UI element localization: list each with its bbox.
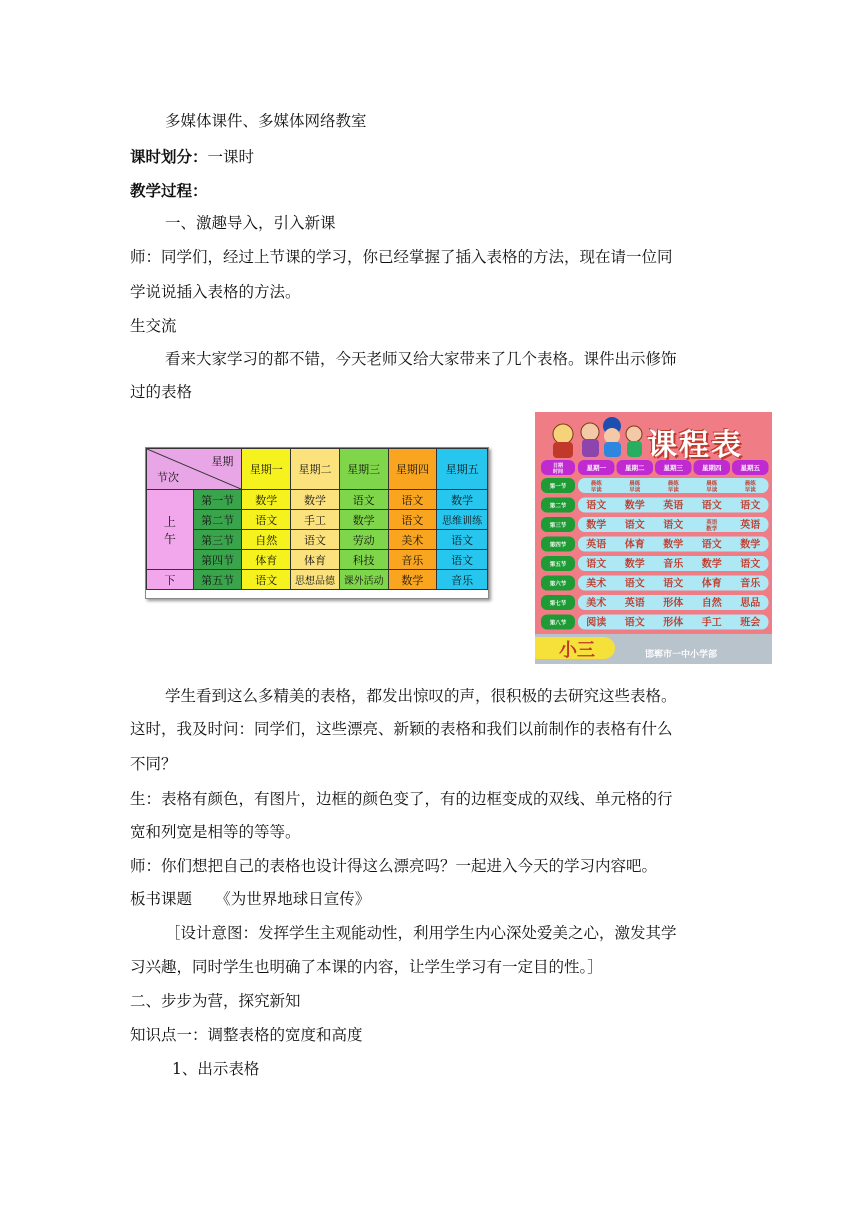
schedule-corner-label: 日期	[552, 463, 564, 469]
table-cell: 科技	[339, 550, 388, 570]
period-label: 第二节	[193, 510, 242, 530]
line-18: 习兴趣，同时学生也明确了本课的内容，让学生学习有一定目的性。］	[130, 958, 603, 976]
period-label: 第一节	[193, 490, 242, 510]
cartoon-figures-icon	[553, 417, 642, 458]
schedule-cell: 早读	[629, 487, 641, 494]
schedule-period-label: 第一节	[549, 484, 567, 490]
table-cell: 语文	[388, 510, 437, 530]
period-label: 第五节	[193, 570, 242, 590]
schedule-period-label: 第三节	[549, 523, 567, 529]
schedule-cell: 数学	[706, 526, 718, 533]
line-13: 生：表格有颜色，有图片，边框的颜色变了，有的边框变成的双线、单元格的行	[130, 790, 673, 808]
schedule-cell: 晨练	[629, 481, 641, 487]
schedule-cell: 语文	[586, 500, 607, 512]
schedule-period-label: 第五节	[549, 562, 567, 568]
schedule-cell: 语文	[624, 520, 645, 531]
line-1: 多媒体课件、多媒体网络教室	[165, 112, 367, 130]
schedule-cell: 早读	[667, 487, 679, 494]
class-schedule-image	[535, 412, 772, 664]
schedule-cell: 班会	[740, 617, 761, 629]
table-cell: 思想品德	[291, 570, 340, 590]
line-7: 生交流	[130, 317, 177, 335]
schedule-period-label: 第六节	[549, 581, 567, 588]
table-cell: 语文	[437, 530, 488, 550]
schedule-day-label: 星期三	[663, 464, 683, 472]
schedule-cell: 语文	[586, 559, 607, 570]
schedule-cell: 数学	[663, 539, 684, 551]
schedule-corner-label: 时间	[552, 469, 564, 475]
schedule-cell: 英语	[663, 500, 684, 512]
line-3: 教学过程：	[130, 181, 208, 200]
line-8: 看来大家学习的都不错，今天老师又给大家带来了几个表格。课件出示修饰	[165, 350, 677, 368]
period-label: 第三节	[193, 530, 242, 550]
decorated-table-image	[145, 447, 489, 599]
schedule-day-label: 星期四	[702, 464, 722, 472]
schedule-cell: 数学	[701, 559, 722, 570]
schedule-cell: 体育	[624, 539, 645, 551]
table-cell: 数学	[437, 490, 488, 510]
table-cell: 语文	[437, 550, 488, 570]
schedule-cell: 数学	[586, 520, 607, 531]
line-4: 一、激趣导入，引入新课	[165, 214, 336, 232]
schedule-cell: 早读	[744, 487, 756, 494]
schedule-cell: 体育	[701, 578, 722, 590]
schedule-cell: 美术	[586, 598, 607, 609]
line-11: 这时，我及时问：同学们，这些漂亮、新颖的表格和我们以前制作的表格有什么	[130, 720, 673, 738]
schedule-cell: 数学	[740, 539, 761, 551]
schedule-cell: 语文	[624, 617, 645, 629]
schedule-cell: 晨练	[667, 481, 679, 487]
table-cell: 语文	[291, 530, 340, 550]
schedule-cell: 自然	[701, 598, 722, 609]
table-cell: 数学	[388, 570, 437, 590]
table-cell: 自然	[242, 530, 291, 550]
line-10: 学生看到这么多精美的表格，都发出惊叹的声，很积极的去研究这些表格。	[165, 687, 677, 705]
table-cell: 手工	[291, 510, 340, 530]
line-17: ［设计意图：发挥学生主观能动性，利用学生内心深处爱美之心，激发其学	[165, 924, 677, 942]
schedule-cell: 晨练	[744, 481, 756, 487]
schedule-cell: 语文	[740, 500, 761, 512]
schedule-cell: 美术	[586, 578, 607, 590]
day-header: 星期二	[291, 449, 340, 490]
table-cell: 音乐	[437, 570, 488, 590]
schedule-cell: 英语	[586, 539, 607, 551]
line-9: 过的表格	[130, 383, 193, 401]
value-lesson-division: 一课时	[207, 148, 255, 166]
session-am: 上 午	[147, 490, 194, 570]
table-cell: 体育	[291, 550, 340, 570]
schedule-cell: 形体	[663, 598, 684, 609]
table-cell: 课外活动	[339, 570, 388, 590]
schedule-cell: 语文	[701, 500, 722, 512]
schedule-cell: 晨练	[590, 481, 602, 487]
corner-top-label: 星期	[211, 455, 234, 468]
schedule-cell: 语文	[624, 578, 645, 590]
day-header: 星期三	[339, 449, 388, 490]
schedule-cell: 思品	[740, 598, 761, 609]
schedule-period-label: 第八节	[549, 620, 567, 627]
schedule-period-label: 第二节	[549, 503, 567, 510]
schedule-cell: 音乐	[740, 578, 761, 590]
day-header: 星期一	[242, 449, 291, 490]
schedule-period-label: 第四节	[549, 542, 567, 549]
line-15: 师：你们想把自己的表格也设计得这么漂亮吗？一起进入今天的学习内容吧。	[130, 857, 658, 875]
school-name: 邯郸市一中小学部	[645, 650, 718, 660]
day-header: 星期五	[437, 449, 488, 490]
period-label: 第四节	[193, 550, 242, 570]
schedule-cell: 音乐	[663, 559, 684, 570]
schedule-cell: 语文	[701, 539, 722, 551]
table-cell: 美术	[388, 530, 437, 550]
table-cell: 语文	[242, 510, 291, 530]
table-cell: 语文	[388, 490, 437, 510]
line-6: 学说说插入表格的方法。	[130, 283, 301, 301]
schedule-cell: 语文	[740, 559, 761, 570]
table-corner-cell	[147, 449, 242, 490]
schedule-cell: 数学	[624, 500, 645, 512]
schedule-cell: 早读	[590, 487, 602, 494]
day-header: 星期四	[388, 449, 437, 490]
line-2	[130, 146, 254, 168]
schedule-cell: 数学	[624, 559, 645, 570]
table-cell: 语文	[242, 570, 291, 590]
schedule-cell: 语文	[663, 520, 684, 531]
schedule-cell: 晨练	[706, 481, 718, 487]
table-cell: 思维训练	[437, 510, 488, 530]
line-19: 二、步步为营，探究新知	[130, 992, 301, 1010]
schedule-cell: 阅读	[586, 617, 607, 629]
line-12: 不同？	[130, 755, 177, 773]
label-lesson-division: 课时划分：	[130, 147, 208, 166]
line-14: 宽和列宽是相等的等等。	[130, 823, 301, 841]
schedule-period-label: 第七节	[549, 601, 567, 607]
line-20: 知识点一：调整表格的宽度和高度	[130, 1026, 363, 1044]
table-cell: 音乐	[388, 550, 437, 570]
schedule-day-label: 星期一	[586, 464, 606, 472]
table-cell: 劳动	[339, 530, 388, 550]
line-5: 师：同学们，经过上节课的学习，你已经掌握了插入表格的方法，现在请一位同	[130, 248, 673, 266]
schedule-day-label: 星期五	[740, 464, 760, 472]
line-16: 板书课题 《为世界地球日宣传》	[130, 890, 371, 908]
schedule-cell: 手工	[701, 617, 722, 629]
schedule-cell: 英语	[624, 598, 645, 609]
table-cell: 语文	[339, 490, 388, 510]
corner-bottom-label: 节次	[157, 471, 179, 484]
schedule-cell: 英语	[706, 520, 718, 526]
schedule-cell: 语文	[663, 578, 684, 590]
line-21: 1、出示表格	[172, 1060, 260, 1078]
table-cell: 体育	[242, 550, 291, 570]
schedule-footer	[535, 634, 772, 664]
table-cell: 数学	[339, 510, 388, 530]
schedule-cell: 英语	[740, 520, 761, 531]
schedule-title: 课程表	[647, 428, 743, 463]
schedule-cell: 早读	[706, 487, 718, 494]
table-cell: 数学	[242, 490, 291, 510]
schedule-day-label: 星期二	[625, 464, 645, 472]
table-cell: 数学	[291, 490, 340, 510]
class-name: 小三	[559, 640, 595, 661]
session-pm: 下	[147, 570, 194, 590]
schedule-cell: 形体	[663, 617, 684, 629]
